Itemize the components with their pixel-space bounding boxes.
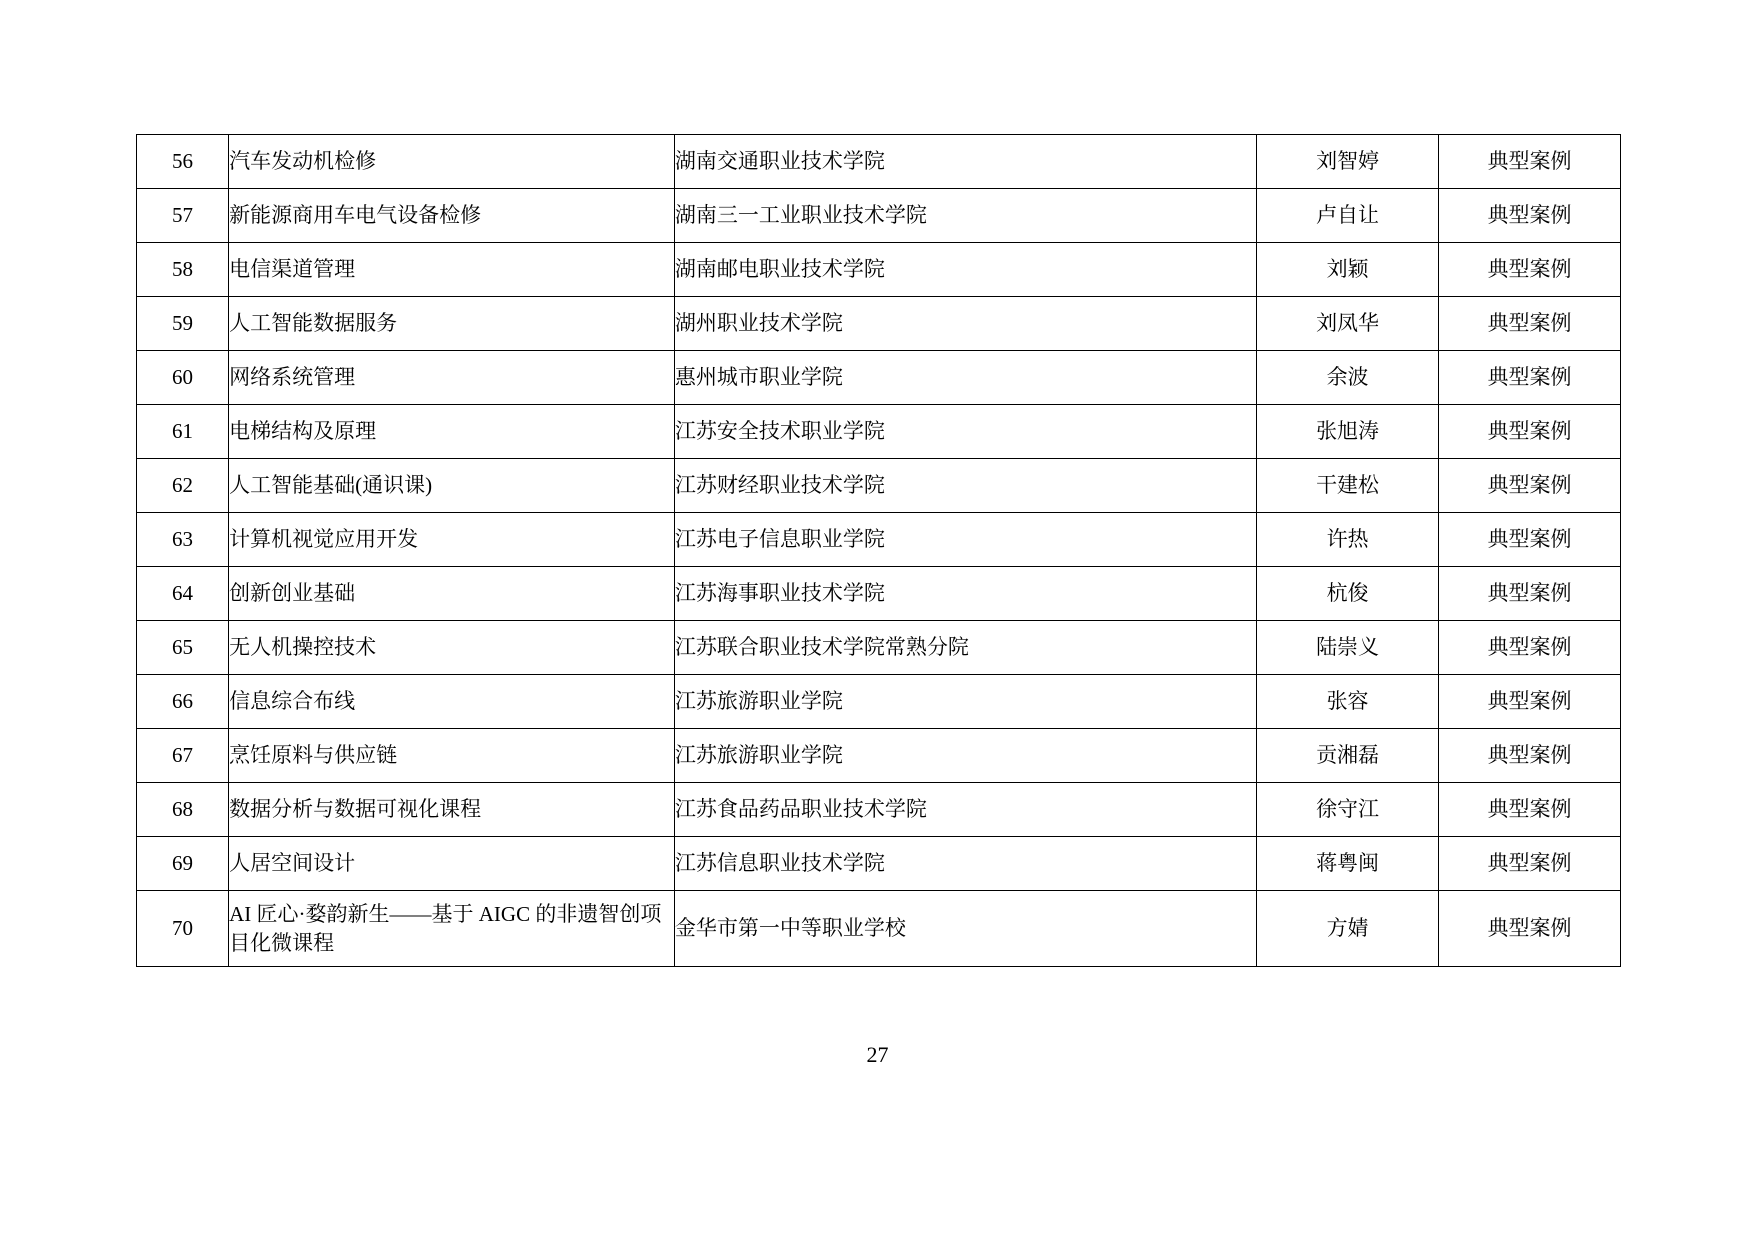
cell-person: 刘智婷: [1257, 135, 1439, 189]
cell-organization: 湖州职业技术学院: [674, 297, 1256, 351]
cell-person: 卢自让: [1257, 189, 1439, 243]
cell-organization: 江苏旅游职业学院: [674, 729, 1256, 783]
table-row: [137, 459, 1621, 513]
table-row: [137, 405, 1621, 459]
cell-organization: 江苏食品药品职业技术学院: [674, 783, 1256, 837]
page-number: 27: [866, 1042, 889, 1067]
cell-number: 59: [137, 297, 229, 351]
cell-number: 61: [137, 405, 229, 459]
cell-course-name: 汽车发动机检修: [229, 135, 675, 189]
cell-number: 70: [137, 891, 229, 967]
cell-course-name: 电梯结构及原理: [229, 405, 675, 459]
cell-course-name: 网络系统管理: [229, 351, 675, 405]
cell-person: 贡湘磊: [1257, 729, 1439, 783]
cell-person: 刘颖: [1257, 243, 1439, 297]
cell-person: 刘凤华: [1257, 297, 1439, 351]
cell-course-name: 人工智能数据服务: [229, 297, 675, 351]
cell-type: 典型案例: [1439, 567, 1621, 621]
cell-course-name: 无人机操控技术: [229, 621, 675, 675]
cell-type: 典型案例: [1439, 135, 1621, 189]
cell-person: 蒋粤闽: [1257, 837, 1439, 891]
cell-type: 典型案例: [1439, 837, 1621, 891]
cell-course-name: 人居空间设计: [229, 837, 675, 891]
course-table-container: [136, 134, 1621, 967]
cell-course-name: 创新创业基础: [229, 567, 675, 621]
cell-number: 67: [137, 729, 229, 783]
cell-type: 典型案例: [1439, 351, 1621, 405]
course-table: [136, 134, 1621, 967]
table-row: [137, 729, 1621, 783]
table-row: [137, 351, 1621, 405]
cell-type: 典型案例: [1439, 243, 1621, 297]
cell-type: 典型案例: [1439, 297, 1621, 351]
cell-type: 典型案例: [1439, 459, 1621, 513]
cell-organization: 江苏财经职业技术学院: [674, 459, 1256, 513]
cell-organization: 江苏信息职业技术学院: [674, 837, 1256, 891]
cell-person: 余波: [1257, 351, 1439, 405]
cell-type: 典型案例: [1439, 891, 1621, 967]
cell-person: 方婧: [1257, 891, 1439, 967]
cell-number: 66: [137, 675, 229, 729]
cell-number: 64: [137, 567, 229, 621]
table-row: [137, 675, 1621, 729]
cell-course-name: 信息综合布线: [229, 675, 675, 729]
cell-organization: 江苏联合职业技术学院常熟分院: [674, 621, 1256, 675]
cell-type: 典型案例: [1439, 621, 1621, 675]
cell-organization: 江苏电子信息职业学院: [674, 513, 1256, 567]
cell-type: 典型案例: [1439, 729, 1621, 783]
cell-type: 典型案例: [1439, 513, 1621, 567]
table-row: [137, 189, 1621, 243]
table-row: [137, 567, 1621, 621]
cell-person: 张旭涛: [1257, 405, 1439, 459]
cell-organization: 江苏安全技术职业学院: [674, 405, 1256, 459]
table-row: [137, 135, 1621, 189]
cell-number: 63: [137, 513, 229, 567]
cell-course-name: 人工智能基础(通识课): [229, 459, 675, 513]
cell-organization: 湖南三一工业职业技术学院: [674, 189, 1256, 243]
cell-number: 69: [137, 837, 229, 891]
cell-course-name: 数据分析与数据可视化课程: [229, 783, 675, 837]
cell-organization: 湖南邮电职业技术学院: [674, 243, 1256, 297]
table-row: [137, 621, 1621, 675]
cell-course-name: 计算机视觉应用开发: [229, 513, 675, 567]
cell-number: 62: [137, 459, 229, 513]
cell-person: 陆崇义: [1257, 621, 1439, 675]
cell-number: 56: [137, 135, 229, 189]
cell-organization: 江苏海事职业技术学院: [674, 567, 1256, 621]
cell-type: 典型案例: [1439, 783, 1621, 837]
cell-type: 典型案例: [1439, 189, 1621, 243]
table-row: [137, 297, 1621, 351]
cell-number: 58: [137, 243, 229, 297]
table-row: [137, 243, 1621, 297]
cell-number: 68: [137, 783, 229, 837]
cell-type: 典型案例: [1439, 675, 1621, 729]
cell-course-name: 电信渠道管理: [229, 243, 675, 297]
cell-course-name: 新能源商用车电气设备检修: [229, 189, 675, 243]
cell-number: 57: [137, 189, 229, 243]
table-row: [137, 837, 1621, 891]
cell-person: 杭俊: [1257, 567, 1439, 621]
cell-number: 65: [137, 621, 229, 675]
cell-type: 典型案例: [1439, 405, 1621, 459]
cell-organization: 湖南交通职业技术学院: [674, 135, 1256, 189]
cell-course-name: AI 匠心·婺韵新生——基于 AIGC 的非遗智创项目化微课程: [229, 891, 675, 967]
cell-organization: 惠州城市职业学院: [674, 351, 1256, 405]
cell-course-name: 烹饪原料与供应链: [229, 729, 675, 783]
cell-person: 许热: [1257, 513, 1439, 567]
table-row: [137, 783, 1621, 837]
cell-person: 干建松: [1257, 459, 1439, 513]
cell-person: 徐守江: [1257, 783, 1439, 837]
cell-person: 张容: [1257, 675, 1439, 729]
cell-organization: 江苏旅游职业学院: [674, 675, 1256, 729]
course-table-body: [137, 135, 1621, 967]
table-row: [137, 891, 1621, 967]
cell-organization: 金华市第一中等职业学校: [674, 891, 1256, 967]
cell-number: 60: [137, 351, 229, 405]
table-row: [137, 513, 1621, 567]
